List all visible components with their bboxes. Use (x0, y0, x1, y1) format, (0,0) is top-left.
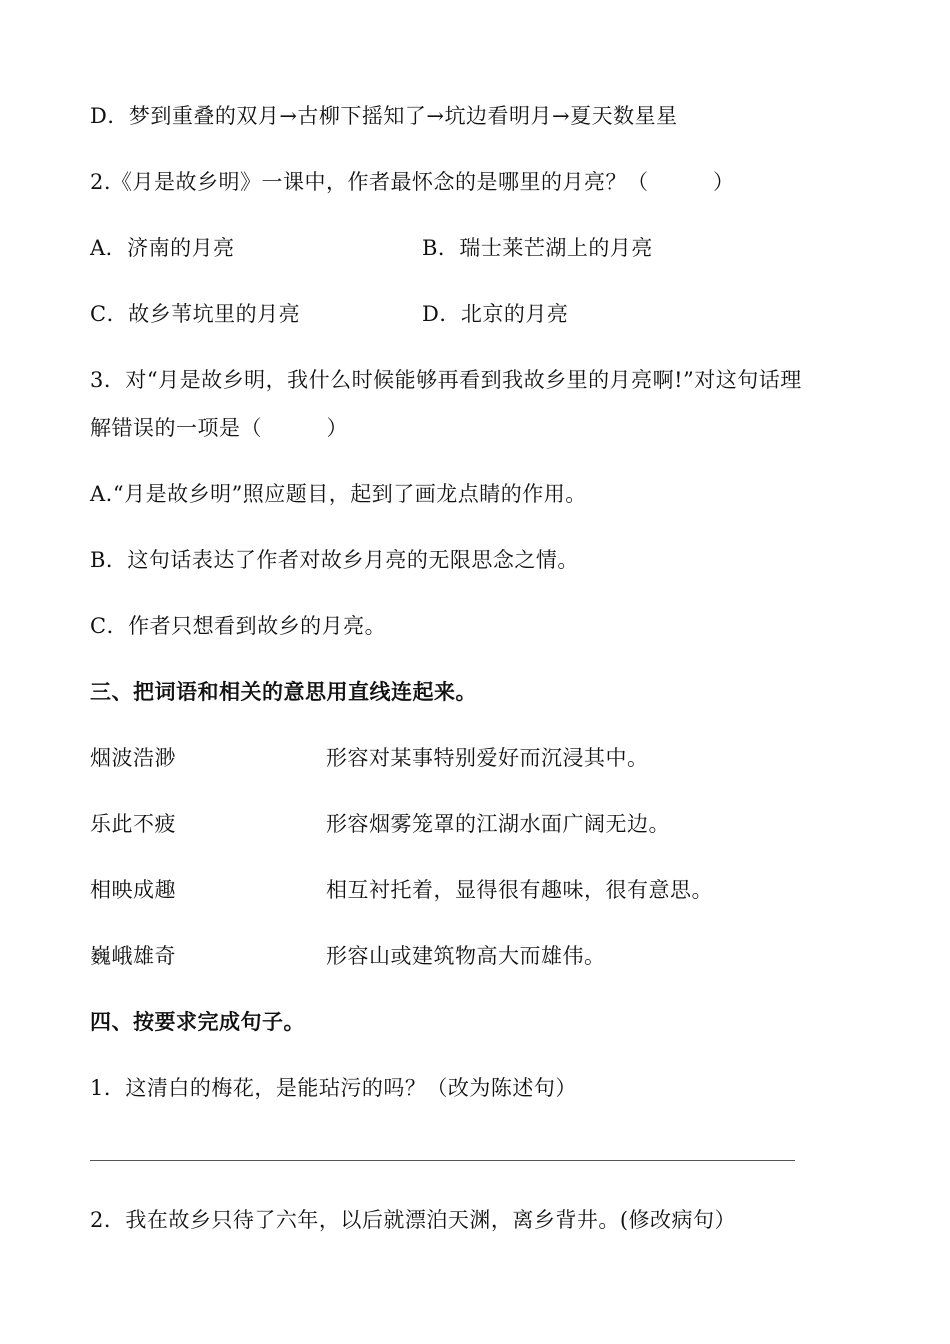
section3-heading: 三、把词语和相关的意思用直线连起来。 (90, 680, 477, 704)
q3-option-a: A.“月是故乡明”照应题目，起到了画龙点睛的作用。 (90, 482, 587, 506)
q2-option-c: C．故乡苇坑里的月亮 (90, 302, 301, 326)
section4-heading: 四、按要求完成句子。 (90, 1010, 305, 1034)
q2-answer-blank[interactable]: （ ） (627, 170, 735, 194)
q3-stem-line2 (90, 414, 348, 442)
match-term[interactable]: 巍峨雄奇 (90, 944, 176, 968)
match-term[interactable]: 烟波浩渺 (90, 746, 176, 770)
q2-stem (90, 168, 735, 196)
section4-q2: 2．我在故乡只待了六年，以后就漂泊天渊，离乡背井。(修改病句） (90, 1208, 737, 1232)
match-row (90, 942, 850, 970)
match-row (90, 810, 850, 838)
q2-option-b: B．瑞士莱芒湖上的月亮 (422, 236, 653, 260)
match-term[interactable]: 相映成趣 (90, 878, 176, 902)
q2-option-a: A．济南的月亮 (90, 236, 235, 260)
q2-stem-text: 2.《月是故乡明》一课中，作者最怀念的是哪里的月亮？ (90, 170, 628, 194)
q2-options-row1 (90, 234, 850, 262)
match-definition[interactable]: 相互衬托着，显得很有趣味，很有意思。 (326, 878, 713, 902)
match-term[interactable]: 乐此不疲 (90, 812, 176, 836)
match-row (90, 744, 850, 772)
q3-answer-blank[interactable]: （ ） (240, 416, 348, 440)
match-definition[interactable]: 形容对某事特别爱好而沉浸其中。 (326, 746, 649, 770)
match-definition[interactable]: 形容烟雾笼罩的江湖水面广阔无边。 (326, 812, 670, 836)
q2-option-d: D．北京的月亮 (422, 302, 569, 326)
q3-option-b: B．这句话表达了作者对故乡月亮的无限思念之情。 (90, 548, 579, 572)
section4-q1: 1．这清白的梅花，是能玷污的吗？（改为陈述句） (90, 1076, 577, 1100)
match-row (90, 876, 850, 904)
q1-option-d: D．梦到重叠的双月→古柳下摇知了→坑边看明月→夏天数星星 (90, 104, 678, 128)
q1-answer-line[interactable] (90, 1160, 795, 1161)
match-definition[interactable]: 形容山或建筑物高大而雄伟。 (326, 944, 606, 968)
q3-option-c: C．作者只想看到故乡的月亮。 (90, 614, 387, 638)
q3-stem-line1: 3．对“月是故乡明，我什么时候能够再看到我故乡里的月亮啊!”对这句话理 (90, 368, 802, 392)
q2-options-row2 (90, 300, 850, 328)
q3-stem-line2-text: 解错误的一项是 (90, 416, 241, 440)
